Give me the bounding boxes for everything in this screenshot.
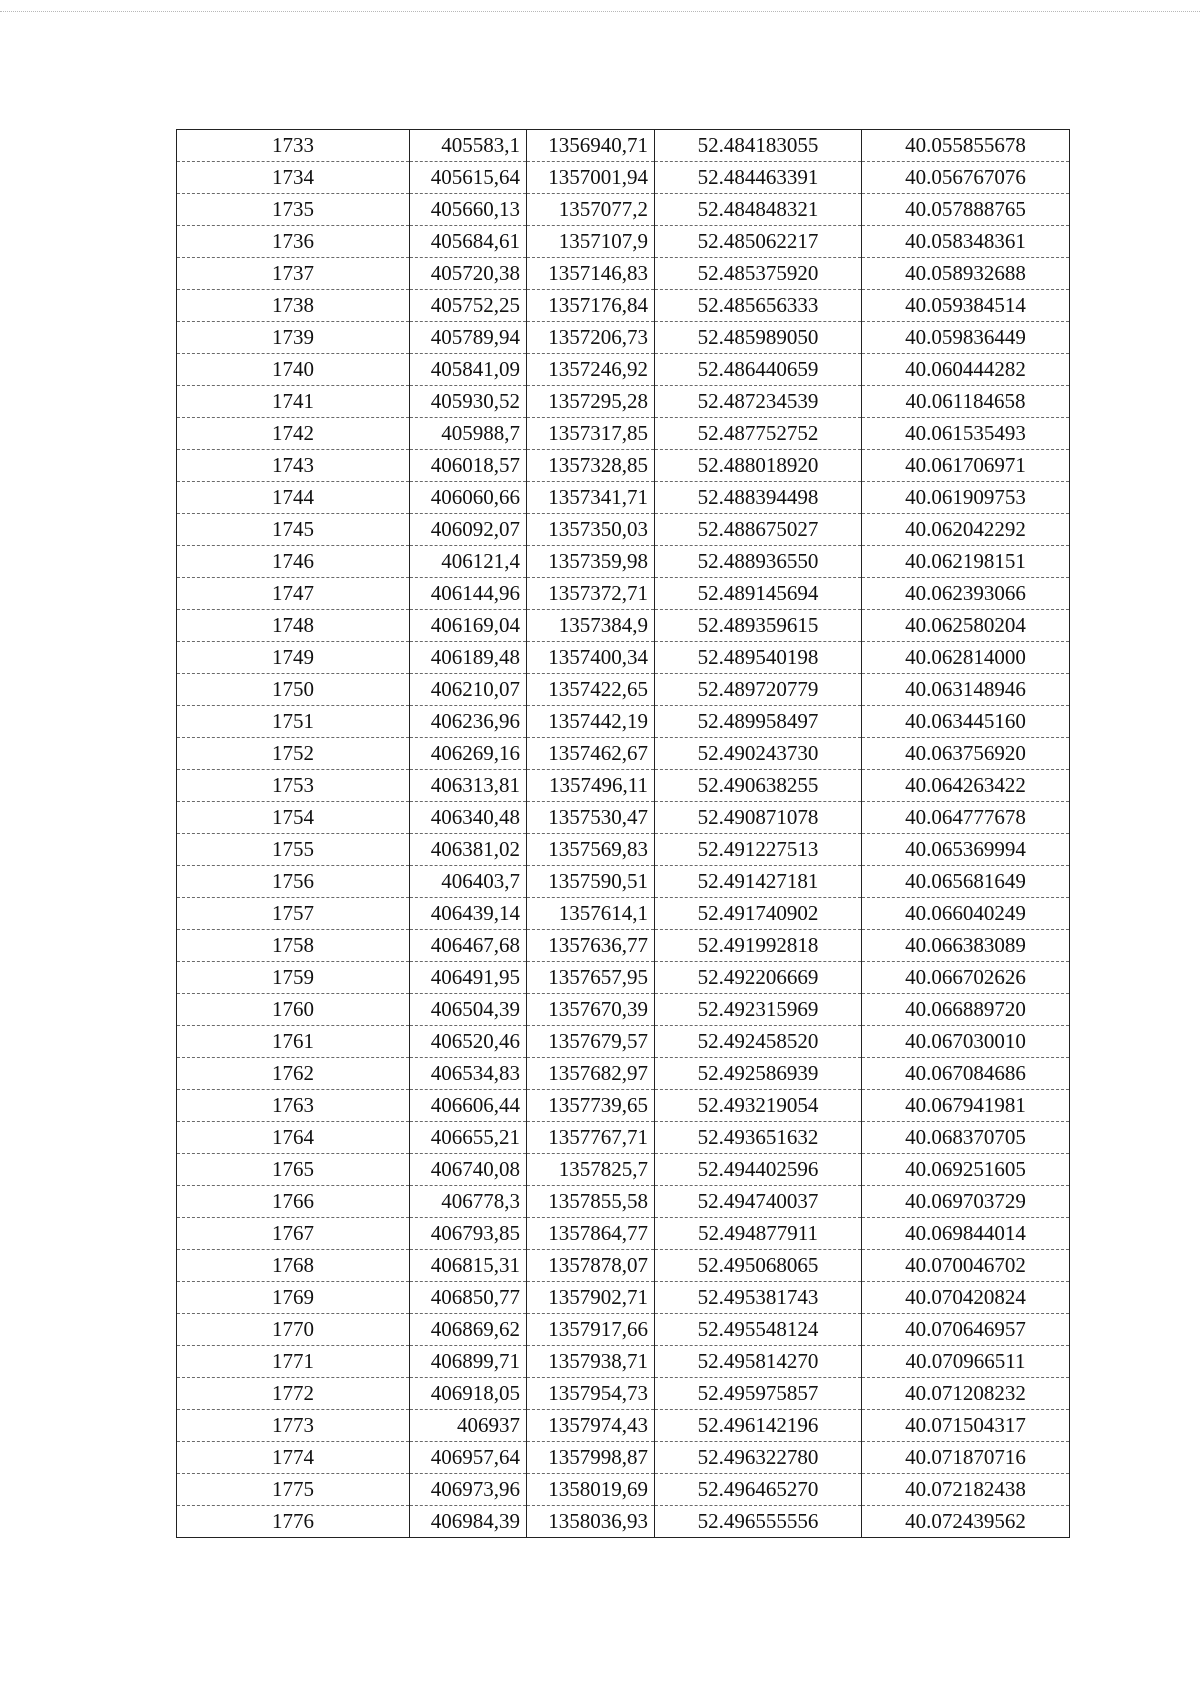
longitude-cell: 40.069251605 (862, 1154, 1070, 1186)
table-row (177, 962, 1070, 994)
y-coordinate-cell: 1357679,57 (527, 1026, 655, 1058)
point-number-cell: 1750 (177, 674, 410, 706)
latitude-cell: 52.493651632 (655, 1122, 862, 1154)
latitude-cell: 52.495975857 (655, 1378, 862, 1410)
point-number-cell: 1769 (177, 1282, 410, 1314)
x-coordinate-cell: 405583,1 (410, 130, 527, 162)
longitude-cell: 40.071870716 (862, 1442, 1070, 1474)
latitude-cell: 52.491740902 (655, 898, 862, 930)
longitude-cell: 40.061184658 (862, 386, 1070, 418)
table-row (177, 642, 1070, 674)
point-number-cell: 1752 (177, 738, 410, 770)
x-coordinate-cell: 405841,09 (410, 354, 527, 386)
longitude-cell: 40.061909753 (862, 482, 1070, 514)
y-coordinate-cell: 1357107,9 (527, 226, 655, 258)
longitude-cell: 40.059384514 (862, 290, 1070, 322)
latitude-cell: 52.484463391 (655, 162, 862, 194)
longitude-cell: 40.070646957 (862, 1314, 1070, 1346)
latitude-cell: 52.484848321 (655, 194, 862, 226)
longitude-cell: 40.067941981 (862, 1090, 1070, 1122)
x-coordinate-cell: 406655,21 (410, 1122, 527, 1154)
y-coordinate-cell: 1357614,1 (527, 898, 655, 930)
x-coordinate-cell: 406236,96 (410, 706, 527, 738)
x-coordinate-cell: 406092,07 (410, 514, 527, 546)
y-coordinate-cell: 1357938,71 (527, 1346, 655, 1378)
latitude-cell: 52.492206669 (655, 962, 862, 994)
y-coordinate-cell: 1357739,65 (527, 1090, 655, 1122)
latitude-cell: 52.486440659 (655, 354, 862, 386)
x-coordinate-cell: 406984,39 (410, 1506, 527, 1538)
table-row (177, 1186, 1070, 1218)
table-row (177, 1282, 1070, 1314)
point-number-cell: 1737 (177, 258, 410, 290)
table-row (177, 1154, 1070, 1186)
latitude-cell: 52.496555556 (655, 1506, 862, 1538)
table-row (177, 514, 1070, 546)
latitude-cell: 52.493219054 (655, 1090, 862, 1122)
longitude-cell: 40.064263422 (862, 770, 1070, 802)
y-coordinate-cell: 1357974,43 (527, 1410, 655, 1442)
x-coordinate-cell: 406018,57 (410, 450, 527, 482)
y-coordinate-cell: 1358036,93 (527, 1506, 655, 1538)
table-row (177, 162, 1070, 194)
y-coordinate-cell: 1357295,28 (527, 386, 655, 418)
point-number-cell: 1735 (177, 194, 410, 226)
x-coordinate-cell: 406534,83 (410, 1058, 527, 1090)
x-coordinate-cell: 406740,08 (410, 1154, 527, 1186)
table-row (177, 1346, 1070, 1378)
y-coordinate-cell: 1357328,85 (527, 450, 655, 482)
table-row (177, 1090, 1070, 1122)
x-coordinate-cell: 406606,44 (410, 1090, 527, 1122)
latitude-cell: 52.489958497 (655, 706, 862, 738)
y-coordinate-cell: 1357350,03 (527, 514, 655, 546)
latitude-cell: 52.495548124 (655, 1314, 862, 1346)
latitude-cell: 52.490871078 (655, 802, 862, 834)
x-coordinate-cell: 406169,04 (410, 610, 527, 642)
longitude-cell: 40.065681649 (862, 866, 1070, 898)
x-coordinate-cell: 405615,64 (410, 162, 527, 194)
y-coordinate-cell: 1357359,98 (527, 546, 655, 578)
longitude-cell: 40.066383089 (862, 930, 1070, 962)
y-coordinate-cell: 1357372,71 (527, 578, 655, 610)
y-coordinate-cell: 1357636,77 (527, 930, 655, 962)
x-coordinate-cell: 406439,14 (410, 898, 527, 930)
table-row (177, 322, 1070, 354)
y-coordinate-cell: 1357341,71 (527, 482, 655, 514)
table-row (177, 706, 1070, 738)
x-coordinate-cell: 406144,96 (410, 578, 527, 610)
point-number-cell: 1743 (177, 450, 410, 482)
point-number-cell: 1771 (177, 1346, 410, 1378)
point-number-cell: 1748 (177, 610, 410, 642)
y-coordinate-cell: 1357176,84 (527, 290, 655, 322)
longitude-cell: 40.072439562 (862, 1506, 1070, 1538)
point-number-cell: 1751 (177, 706, 410, 738)
latitude-cell: 52.495068065 (655, 1250, 862, 1282)
x-coordinate-cell: 406957,64 (410, 1442, 527, 1474)
latitude-cell: 52.491992818 (655, 930, 862, 962)
longitude-cell: 40.058348361 (862, 226, 1070, 258)
x-coordinate-cell: 406121,4 (410, 546, 527, 578)
point-number-cell: 1760 (177, 994, 410, 1026)
table-row (177, 194, 1070, 226)
longitude-cell: 40.062814000 (862, 642, 1070, 674)
table-row (177, 802, 1070, 834)
point-number-cell: 1774 (177, 1442, 410, 1474)
latitude-cell: 52.491227513 (655, 834, 862, 866)
x-coordinate-cell: 406313,81 (410, 770, 527, 802)
latitude-cell: 52.489145694 (655, 578, 862, 610)
point-number-cell: 1755 (177, 834, 410, 866)
table-row (177, 258, 1070, 290)
point-number-cell: 1740 (177, 354, 410, 386)
longitude-cell: 40.057888765 (862, 194, 1070, 226)
table-row (177, 1314, 1070, 1346)
y-coordinate-cell: 1357670,39 (527, 994, 655, 1026)
x-coordinate-cell: 406850,77 (410, 1282, 527, 1314)
table-row (177, 1474, 1070, 1506)
point-number-cell: 1775 (177, 1474, 410, 1506)
table-row (177, 418, 1070, 450)
x-coordinate-cell: 406918,05 (410, 1378, 527, 1410)
point-number-cell: 1742 (177, 418, 410, 450)
longitude-cell: 40.062042292 (862, 514, 1070, 546)
y-coordinate-cell: 1357590,51 (527, 866, 655, 898)
table-row (177, 1058, 1070, 1090)
y-coordinate-cell: 1357530,47 (527, 802, 655, 834)
table-row (177, 578, 1070, 610)
y-coordinate-cell: 1357825,7 (527, 1154, 655, 1186)
x-coordinate-cell: 405988,7 (410, 418, 527, 450)
point-number-cell: 1776 (177, 1506, 410, 1538)
latitude-cell: 52.494740037 (655, 1186, 862, 1218)
longitude-cell: 40.066040249 (862, 898, 1070, 930)
x-coordinate-cell: 406815,31 (410, 1250, 527, 1282)
x-coordinate-cell: 406869,62 (410, 1314, 527, 1346)
latitude-cell: 52.487234539 (655, 386, 862, 418)
table-row (177, 386, 1070, 418)
latitude-cell: 52.492458520 (655, 1026, 862, 1058)
latitude-cell: 52.488394498 (655, 482, 862, 514)
table-row (177, 610, 1070, 642)
point-number-cell: 1762 (177, 1058, 410, 1090)
table-row (177, 546, 1070, 578)
table-row (177, 226, 1070, 258)
latitude-cell: 52.492586939 (655, 1058, 862, 1090)
longitude-cell: 40.062580204 (862, 610, 1070, 642)
point-number-cell: 1741 (177, 386, 410, 418)
point-number-cell: 1758 (177, 930, 410, 962)
latitude-cell: 52.489720779 (655, 674, 862, 706)
point-number-cell: 1749 (177, 642, 410, 674)
latitude-cell: 52.485062217 (655, 226, 862, 258)
longitude-cell: 40.070966511 (862, 1346, 1070, 1378)
table-row (177, 482, 1070, 514)
point-number-cell: 1744 (177, 482, 410, 514)
y-coordinate-cell: 1357422,65 (527, 674, 655, 706)
point-number-cell: 1734 (177, 162, 410, 194)
y-coordinate-cell: 1357384,9 (527, 610, 655, 642)
y-coordinate-cell: 1357767,71 (527, 1122, 655, 1154)
x-coordinate-cell: 406269,16 (410, 738, 527, 770)
y-coordinate-cell: 1356940,71 (527, 130, 655, 162)
table-row (177, 930, 1070, 962)
x-coordinate-cell: 406793,85 (410, 1218, 527, 1250)
latitude-cell: 52.488936550 (655, 546, 862, 578)
longitude-cell: 40.072182438 (862, 1474, 1070, 1506)
y-coordinate-cell: 1357657,95 (527, 962, 655, 994)
latitude-cell: 52.489540198 (655, 642, 862, 674)
point-number-cell: 1772 (177, 1378, 410, 1410)
point-number-cell: 1761 (177, 1026, 410, 1058)
latitude-cell: 52.485375920 (655, 258, 862, 290)
longitude-cell: 40.061706971 (862, 450, 1070, 482)
longitude-cell: 40.056767076 (862, 162, 1070, 194)
table-row (177, 738, 1070, 770)
y-coordinate-cell: 1357855,58 (527, 1186, 655, 1218)
latitude-cell: 52.490243730 (655, 738, 862, 770)
y-coordinate-cell: 1357682,97 (527, 1058, 655, 1090)
point-number-cell: 1739 (177, 322, 410, 354)
longitude-cell: 40.067030010 (862, 1026, 1070, 1058)
y-coordinate-cell: 1357917,66 (527, 1314, 655, 1346)
longitude-cell: 40.066889720 (862, 994, 1070, 1026)
longitude-cell: 40.067084686 (862, 1058, 1070, 1090)
latitude-cell: 52.487752752 (655, 418, 862, 450)
x-coordinate-cell: 406520,46 (410, 1026, 527, 1058)
longitude-cell: 40.063756920 (862, 738, 1070, 770)
longitude-cell: 40.062198151 (862, 546, 1070, 578)
longitude-cell: 40.066702626 (862, 962, 1070, 994)
longitude-cell: 40.065369994 (862, 834, 1070, 866)
point-number-cell: 1745 (177, 514, 410, 546)
point-number-cell: 1768 (177, 1250, 410, 1282)
latitude-cell: 52.492315969 (655, 994, 862, 1026)
y-coordinate-cell: 1357246,92 (527, 354, 655, 386)
table-row (177, 1378, 1070, 1410)
latitude-cell: 52.489359615 (655, 610, 862, 642)
table-row (177, 1250, 1070, 1282)
x-coordinate-cell: 406467,68 (410, 930, 527, 962)
latitude-cell: 52.494402596 (655, 1154, 862, 1186)
x-coordinate-cell: 406060,66 (410, 482, 527, 514)
y-coordinate-cell: 1357998,87 (527, 1442, 655, 1474)
latitude-cell: 52.496465270 (655, 1474, 862, 1506)
table-row (177, 1506, 1070, 1538)
longitude-cell: 40.070420824 (862, 1282, 1070, 1314)
table-row (177, 290, 1070, 322)
table-row (177, 1218, 1070, 1250)
longitude-cell: 40.064777678 (862, 802, 1070, 834)
table-row (177, 898, 1070, 930)
scan-border-line (0, 11, 1200, 12)
coordinates-table-body (177, 130, 1070, 1538)
longitude-cell: 40.063148946 (862, 674, 1070, 706)
table-row (177, 1026, 1070, 1058)
y-coordinate-cell: 1357001,94 (527, 162, 655, 194)
point-number-cell: 1765 (177, 1154, 410, 1186)
table-row (177, 130, 1070, 162)
longitude-cell: 40.069703729 (862, 1186, 1070, 1218)
point-number-cell: 1747 (177, 578, 410, 610)
y-coordinate-cell: 1357902,71 (527, 1282, 655, 1314)
point-number-cell: 1770 (177, 1314, 410, 1346)
x-coordinate-cell: 406899,71 (410, 1346, 527, 1378)
longitude-cell: 40.062393066 (862, 578, 1070, 610)
latitude-cell: 52.491427181 (655, 866, 862, 898)
point-number-cell: 1753 (177, 770, 410, 802)
point-number-cell: 1757 (177, 898, 410, 930)
y-coordinate-cell: 1357954,73 (527, 1378, 655, 1410)
x-coordinate-cell: 406189,48 (410, 642, 527, 674)
point-number-cell: 1746 (177, 546, 410, 578)
y-coordinate-cell: 1357146,83 (527, 258, 655, 290)
y-coordinate-cell: 1357077,2 (527, 194, 655, 226)
y-coordinate-cell: 1357864,77 (527, 1218, 655, 1250)
x-coordinate-cell: 406973,96 (410, 1474, 527, 1506)
latitude-cell: 52.485989050 (655, 322, 862, 354)
x-coordinate-cell: 405684,61 (410, 226, 527, 258)
table-row (177, 1410, 1070, 1442)
latitude-cell: 52.496322780 (655, 1442, 862, 1474)
longitude-cell: 40.058932688 (862, 258, 1070, 290)
longitude-cell: 40.063445160 (862, 706, 1070, 738)
latitude-cell: 52.495814270 (655, 1346, 862, 1378)
latitude-cell: 52.496142196 (655, 1410, 862, 1442)
y-coordinate-cell: 1357206,73 (527, 322, 655, 354)
x-coordinate-cell: 406210,07 (410, 674, 527, 706)
x-coordinate-cell: 405660,13 (410, 194, 527, 226)
longitude-cell: 40.061535493 (862, 418, 1070, 450)
table-row (177, 450, 1070, 482)
y-coordinate-cell: 1357878,07 (527, 1250, 655, 1282)
x-coordinate-cell: 406504,39 (410, 994, 527, 1026)
y-coordinate-cell: 1357400,34 (527, 642, 655, 674)
x-coordinate-cell: 405789,94 (410, 322, 527, 354)
longitude-cell: 40.055855678 (862, 130, 1070, 162)
point-number-cell: 1766 (177, 1186, 410, 1218)
longitude-cell: 40.059836449 (862, 322, 1070, 354)
x-coordinate-cell: 406381,02 (410, 834, 527, 866)
y-coordinate-cell: 1357442,19 (527, 706, 655, 738)
point-number-cell: 1733 (177, 130, 410, 162)
longitude-cell: 40.070046702 (862, 1250, 1070, 1282)
latitude-cell: 52.490638255 (655, 770, 862, 802)
point-number-cell: 1756 (177, 866, 410, 898)
coordinates-table (176, 129, 1070, 1538)
longitude-cell: 40.060444282 (862, 354, 1070, 386)
y-coordinate-cell: 1357496,11 (527, 770, 655, 802)
point-number-cell: 1773 (177, 1410, 410, 1442)
point-number-cell: 1764 (177, 1122, 410, 1154)
latitude-cell: 52.488018920 (655, 450, 862, 482)
table-row (177, 994, 1070, 1026)
table-row (177, 354, 1070, 386)
point-number-cell: 1754 (177, 802, 410, 834)
longitude-cell: 40.071504317 (862, 1410, 1070, 1442)
table-row (177, 1442, 1070, 1474)
latitude-cell: 52.485656333 (655, 290, 862, 322)
point-number-cell: 1736 (177, 226, 410, 258)
longitude-cell: 40.068370705 (862, 1122, 1070, 1154)
table-row (177, 834, 1070, 866)
x-coordinate-cell: 406403,7 (410, 866, 527, 898)
latitude-cell: 52.488675027 (655, 514, 862, 546)
x-coordinate-cell: 405930,52 (410, 386, 527, 418)
table-row (177, 770, 1070, 802)
x-coordinate-cell: 406937 (410, 1410, 527, 1442)
y-coordinate-cell: 1357462,67 (527, 738, 655, 770)
y-coordinate-cell: 1357569,83 (527, 834, 655, 866)
x-coordinate-cell: 406340,48 (410, 802, 527, 834)
x-coordinate-cell: 405720,38 (410, 258, 527, 290)
x-coordinate-cell: 406491,95 (410, 962, 527, 994)
point-number-cell: 1759 (177, 962, 410, 994)
longitude-cell: 40.071208232 (862, 1378, 1070, 1410)
latitude-cell: 52.495381743 (655, 1282, 862, 1314)
table-row (177, 674, 1070, 706)
longitude-cell: 40.069844014 (862, 1218, 1070, 1250)
x-coordinate-cell: 405752,25 (410, 290, 527, 322)
table-row (177, 866, 1070, 898)
y-coordinate-cell: 1357317,85 (527, 418, 655, 450)
point-number-cell: 1763 (177, 1090, 410, 1122)
point-number-cell: 1738 (177, 290, 410, 322)
point-number-cell: 1767 (177, 1218, 410, 1250)
latitude-cell: 52.484183055 (655, 130, 862, 162)
x-coordinate-cell: 406778,3 (410, 1186, 527, 1218)
table-row (177, 1122, 1070, 1154)
y-coordinate-cell: 1358019,69 (527, 1474, 655, 1506)
latitude-cell: 52.494877911 (655, 1218, 862, 1250)
